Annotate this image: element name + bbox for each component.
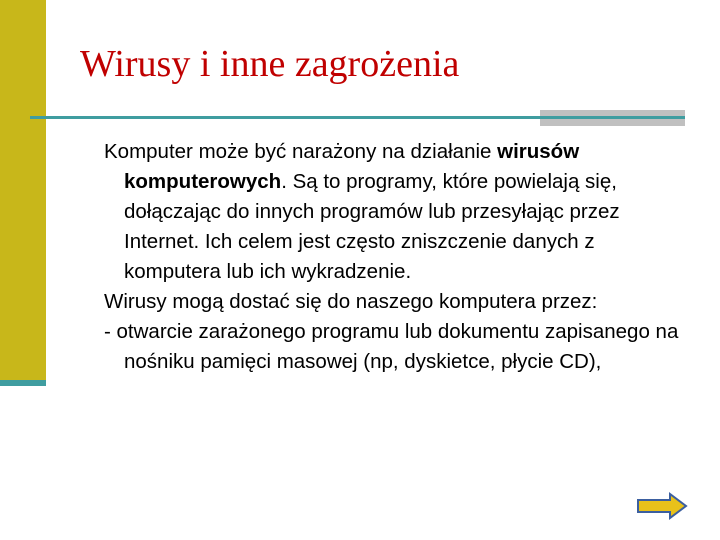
slide-title: Wirusy i inne zagrożenia (80, 43, 460, 85)
paragraph-1 (104, 137, 684, 287)
paragraph-1-bold: wirusów komputerowych (124, 140, 580, 193)
paragraph-1-rest: . Są to programy, które powielają się, dołączając do innych programów lub przesyłając przez Internet. Ich celem jest często zniszczenie danych z komputera lub ich wykradzenie. (124, 170, 620, 283)
next-slide-button[interactable] (636, 492, 688, 520)
sidebar-bar (0, 0, 46, 380)
sidebar-accent (0, 380, 46, 386)
slide-body (104, 137, 684, 377)
title-rule (30, 116, 685, 119)
paragraph-2: Wirusy mogą dostać się do naszego komputera przez: (104, 290, 598, 313)
paragraph-3: - otwarcie zarażonego programu lub dokumentu zapisanego na nośniku pamięci masowej (np, dyskietce, płycie CD), (104, 320, 679, 373)
paragraph-1-text: Komputer może być narażony na działanie (104, 140, 498, 163)
arrow-right-icon (636, 492, 688, 520)
